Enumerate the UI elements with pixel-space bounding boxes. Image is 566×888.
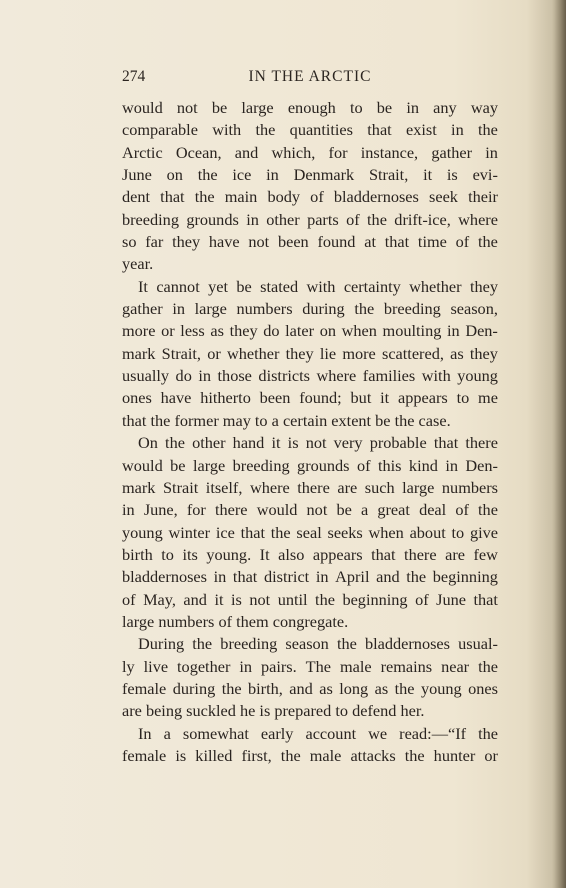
word: mark xyxy=(122,343,156,363)
word: breeding xyxy=(383,299,441,319)
word: way xyxy=(470,98,498,117)
word: are xyxy=(337,477,358,497)
word: or xyxy=(207,343,221,363)
word: those xyxy=(217,366,252,386)
word: any xyxy=(433,98,457,117)
word: do xyxy=(175,366,192,386)
text-line xyxy=(122,477,498,499)
word: of xyxy=(415,589,429,609)
text-line xyxy=(122,97,498,119)
word: that xyxy=(232,567,258,587)
word: hand xyxy=(232,433,265,453)
word: In xyxy=(138,723,152,743)
word: until xyxy=(277,589,308,609)
word: that xyxy=(160,187,185,207)
word: is xyxy=(175,745,187,765)
word: but xyxy=(350,388,372,408)
word: in xyxy=(406,98,419,117)
word: the xyxy=(336,634,357,654)
word: when xyxy=(341,321,377,341)
word: seeks xyxy=(327,522,363,542)
word: not xyxy=(176,98,198,117)
text-line xyxy=(122,320,498,342)
word: found; xyxy=(299,388,342,408)
word: appears xyxy=(398,388,448,408)
word: of xyxy=(455,500,469,520)
word: ones xyxy=(122,388,152,408)
word: It xyxy=(259,544,270,564)
word: Den- xyxy=(465,455,498,475)
word: female xyxy=(122,678,167,698)
word: whether xyxy=(409,276,462,296)
word: in xyxy=(315,567,329,587)
word: mark xyxy=(122,477,156,497)
text-line xyxy=(122,544,498,566)
word: there xyxy=(297,477,330,497)
word: the xyxy=(197,165,218,185)
word: very xyxy=(333,433,363,453)
text-line xyxy=(122,387,498,409)
word: and xyxy=(234,142,259,162)
word: which, xyxy=(271,142,316,162)
word: been xyxy=(259,388,291,408)
word: time xyxy=(417,232,447,252)
text-line xyxy=(122,365,498,387)
word: whether xyxy=(226,343,280,363)
word: usually xyxy=(122,366,170,386)
word: in xyxy=(239,656,253,676)
word: in xyxy=(266,165,279,185)
word: the xyxy=(478,723,498,743)
text-line xyxy=(122,209,498,231)
word: the xyxy=(165,433,185,453)
word: moulting xyxy=(382,321,442,341)
word: numbers xyxy=(441,477,498,497)
word: June xyxy=(122,165,152,185)
word: Strait, xyxy=(161,343,201,363)
word: large xyxy=(402,477,435,497)
word: as xyxy=(450,343,464,363)
word: cannot xyxy=(156,276,200,296)
word: beginning xyxy=(432,567,498,587)
word: during xyxy=(302,299,345,319)
word: evi- xyxy=(472,165,498,185)
word: not xyxy=(306,500,328,520)
word: kind xyxy=(408,455,438,475)
word: would xyxy=(122,455,163,475)
word: and xyxy=(289,678,313,698)
word: dent xyxy=(122,187,151,207)
line-text: that the former may to a certain extent be the case. xyxy=(122,410,451,430)
text-line xyxy=(122,678,498,700)
text-line xyxy=(122,522,498,544)
word: season, xyxy=(450,299,498,319)
word: of xyxy=(455,232,470,252)
text-line xyxy=(122,432,498,454)
word: enough xyxy=(287,98,336,117)
word: breeding xyxy=(220,634,278,654)
word: During xyxy=(138,634,185,654)
word: grounds xyxy=(186,209,239,229)
word: about xyxy=(409,522,446,542)
word: first, xyxy=(241,745,272,765)
text-line xyxy=(122,633,498,655)
word: comparable xyxy=(122,120,198,140)
word: in xyxy=(122,500,135,520)
text-line xyxy=(122,276,498,298)
word: where xyxy=(458,209,498,229)
text-line xyxy=(122,611,498,633)
word: It xyxy=(138,276,148,296)
word: other xyxy=(266,209,300,229)
word: with xyxy=(306,276,336,296)
word: the xyxy=(478,500,498,520)
word: and xyxy=(376,567,400,587)
text-line xyxy=(122,410,498,432)
word: it xyxy=(271,433,281,453)
word: winter xyxy=(168,522,211,542)
word: read:—“If xyxy=(399,723,467,743)
running-title: IN THE ARCTIC xyxy=(248,68,372,85)
word: Strait, xyxy=(368,165,409,185)
word: they xyxy=(172,232,201,252)
word: later xyxy=(285,321,315,341)
word: so xyxy=(122,232,137,252)
word: that xyxy=(384,232,410,252)
word: bladdernoses xyxy=(333,187,419,207)
word: that xyxy=(433,433,459,453)
word: be xyxy=(336,500,352,520)
word: not xyxy=(249,589,271,609)
word: Strait xyxy=(162,477,199,497)
word: June, xyxy=(143,500,178,520)
word: ice xyxy=(215,522,235,542)
word: be xyxy=(236,276,252,296)
word: pairs. xyxy=(260,656,297,676)
word: the xyxy=(354,299,375,319)
text-line xyxy=(122,298,498,320)
word: their xyxy=(468,187,498,207)
word: instance, xyxy=(360,142,419,162)
text-line xyxy=(122,656,498,678)
word: birth, xyxy=(248,678,283,698)
text-line xyxy=(122,119,498,141)
word: On xyxy=(138,433,158,453)
word: to xyxy=(349,98,363,117)
word: hunter xyxy=(433,745,476,765)
word: the xyxy=(280,745,301,765)
word: would xyxy=(256,500,298,520)
word: that xyxy=(371,544,396,564)
word: stated xyxy=(260,276,299,296)
word: not xyxy=(305,433,327,453)
word: beginning xyxy=(342,589,408,609)
word: young xyxy=(457,366,498,386)
word: ly xyxy=(122,656,135,676)
word: on xyxy=(319,321,336,341)
word: breeding xyxy=(122,209,179,229)
word: they xyxy=(469,276,498,296)
word: and xyxy=(183,589,207,609)
word: Arctic xyxy=(122,142,163,162)
line-text: large numbers of them congregate. xyxy=(122,611,349,631)
word: the xyxy=(221,678,242,698)
word: seek xyxy=(429,187,458,207)
word: with xyxy=(212,120,242,140)
word: great xyxy=(377,500,410,520)
word: of xyxy=(346,209,360,229)
word: it xyxy=(214,589,224,609)
page-number: 274 xyxy=(122,68,146,85)
word: gather xyxy=(431,142,473,162)
word: usual- xyxy=(458,634,498,654)
word: to xyxy=(451,522,465,542)
word: bladdernoses xyxy=(122,567,207,587)
word: drift-ice, xyxy=(394,209,451,229)
word: the xyxy=(367,209,387,229)
word: the xyxy=(315,589,335,609)
word: in xyxy=(485,142,498,162)
text-line xyxy=(122,499,498,521)
word: live xyxy=(143,656,169,676)
word: seal xyxy=(296,522,322,542)
word: male xyxy=(309,745,342,765)
word: more xyxy=(122,321,156,341)
text-line xyxy=(122,142,498,164)
text-line xyxy=(122,343,498,365)
word: bladdernoses xyxy=(364,634,450,654)
word: there xyxy=(215,500,248,520)
word: they xyxy=(285,343,314,363)
word: together xyxy=(177,656,231,676)
word: district xyxy=(263,567,310,587)
word: the xyxy=(194,187,215,207)
text-line xyxy=(122,566,498,588)
word: in xyxy=(213,567,227,587)
word: exist xyxy=(406,120,437,140)
word: the xyxy=(192,634,213,654)
word: the xyxy=(478,656,498,676)
word: its xyxy=(182,544,198,564)
word: May, xyxy=(143,589,176,609)
word: of xyxy=(310,187,324,207)
word: found xyxy=(317,232,356,252)
text-line xyxy=(122,253,498,275)
word: not xyxy=(248,232,270,252)
text-line xyxy=(122,700,498,722)
word: appears xyxy=(312,544,363,564)
word: is xyxy=(231,589,242,609)
word: with xyxy=(421,366,451,386)
word: in xyxy=(172,299,185,319)
word: as xyxy=(319,678,333,698)
word: gather xyxy=(122,299,163,319)
word: be xyxy=(376,98,393,117)
word: during xyxy=(172,678,216,698)
word: large xyxy=(241,98,274,117)
word: The xyxy=(305,656,331,676)
word: ice xyxy=(232,165,252,185)
word: at xyxy=(364,232,376,252)
word: give xyxy=(469,522,498,542)
word: are xyxy=(445,544,465,564)
word: itself, xyxy=(205,477,243,497)
text-line xyxy=(122,589,498,611)
word: do xyxy=(263,321,280,341)
word: in xyxy=(198,366,212,386)
word: families xyxy=(362,366,416,386)
word: for xyxy=(186,500,206,520)
word: lie xyxy=(319,343,337,363)
word: they xyxy=(229,321,258,341)
word: attacks xyxy=(350,745,396,765)
line-text: are being suckled he is prepared to defend her. xyxy=(122,701,425,721)
line-text: year. xyxy=(122,254,154,274)
word: male xyxy=(339,656,372,676)
word: grounds xyxy=(297,455,350,475)
word: account xyxy=(305,723,357,743)
word: a xyxy=(163,723,171,743)
word: this xyxy=(377,455,402,475)
word: or xyxy=(161,321,175,341)
text-line xyxy=(122,745,498,767)
word: to xyxy=(161,544,174,564)
text-line xyxy=(122,455,498,477)
word: more xyxy=(342,343,376,363)
word: main xyxy=(224,187,258,207)
word: few xyxy=(473,544,498,564)
word: have xyxy=(160,388,192,408)
word: in xyxy=(451,120,464,140)
body-text xyxy=(122,97,498,767)
word: the xyxy=(406,567,427,587)
word: probable xyxy=(369,433,427,453)
word: large xyxy=(194,299,227,319)
word: large xyxy=(192,455,226,475)
word: have xyxy=(208,232,240,252)
word: April xyxy=(335,567,370,587)
word: deal xyxy=(419,500,447,520)
word: scattered, xyxy=(381,343,444,363)
word: body xyxy=(267,187,301,207)
word: when xyxy=(368,522,404,542)
word: be xyxy=(170,455,186,475)
word: remains xyxy=(380,656,433,676)
word: that xyxy=(473,589,498,609)
word: the xyxy=(478,120,498,140)
word: they xyxy=(469,343,498,363)
word: that xyxy=(240,522,265,542)
word: of xyxy=(356,455,371,475)
page-header xyxy=(122,68,498,88)
word: Denmark xyxy=(293,165,355,185)
word: numbers xyxy=(236,299,293,319)
text-line xyxy=(122,723,498,745)
word: or xyxy=(484,745,498,765)
word: the xyxy=(255,120,276,140)
word: for xyxy=(328,142,348,162)
word: near xyxy=(441,656,470,676)
word: killed xyxy=(195,745,233,765)
word: such xyxy=(364,477,395,497)
word: on xyxy=(166,165,183,185)
word: somewhat xyxy=(182,723,249,743)
word: hitherto xyxy=(200,388,251,408)
word: other xyxy=(192,433,226,453)
word: been xyxy=(277,232,309,252)
word: Ocean, xyxy=(175,142,222,162)
word: the xyxy=(477,232,498,252)
text-line xyxy=(122,231,498,253)
word: season xyxy=(285,634,329,654)
word: long xyxy=(339,678,369,698)
word: there xyxy=(465,433,498,453)
word: in xyxy=(447,321,460,341)
word: yet xyxy=(208,276,228,296)
word: we xyxy=(368,723,388,743)
word: ones xyxy=(468,678,498,698)
word: a xyxy=(361,500,369,520)
text-line xyxy=(122,164,498,186)
word: young xyxy=(122,522,163,542)
word: is xyxy=(446,165,458,185)
word: less xyxy=(180,321,205,341)
word: also xyxy=(278,544,305,564)
word: young. xyxy=(206,544,252,564)
word: me xyxy=(478,388,498,408)
word: it xyxy=(423,165,433,185)
word: of xyxy=(122,589,136,609)
word: birth xyxy=(122,544,153,564)
word: as xyxy=(210,321,224,341)
word: certainty xyxy=(343,276,401,296)
word: as xyxy=(374,678,389,698)
word: to xyxy=(456,388,470,408)
word: would xyxy=(122,98,163,117)
word: it xyxy=(380,388,390,408)
word: in xyxy=(445,455,458,475)
word: June xyxy=(436,589,466,609)
word: where xyxy=(249,477,290,497)
word: the xyxy=(404,745,425,765)
word: there xyxy=(404,544,437,564)
word: that xyxy=(367,120,392,140)
word: young xyxy=(420,678,462,698)
word: parts xyxy=(307,209,339,229)
word: be xyxy=(211,98,228,117)
word: early xyxy=(260,723,294,743)
word: Den- xyxy=(465,321,498,341)
word: female xyxy=(122,745,167,765)
word: where xyxy=(316,366,357,386)
word: quantities xyxy=(289,120,353,140)
word: in xyxy=(246,209,259,229)
word: districts xyxy=(258,366,310,386)
word: far xyxy=(145,232,164,252)
word: is xyxy=(287,433,299,453)
text-line xyxy=(122,186,498,208)
word: the xyxy=(270,522,291,542)
word: breeding xyxy=(232,455,290,475)
word: the xyxy=(394,678,415,698)
page-edge-shadow xyxy=(552,0,566,888)
